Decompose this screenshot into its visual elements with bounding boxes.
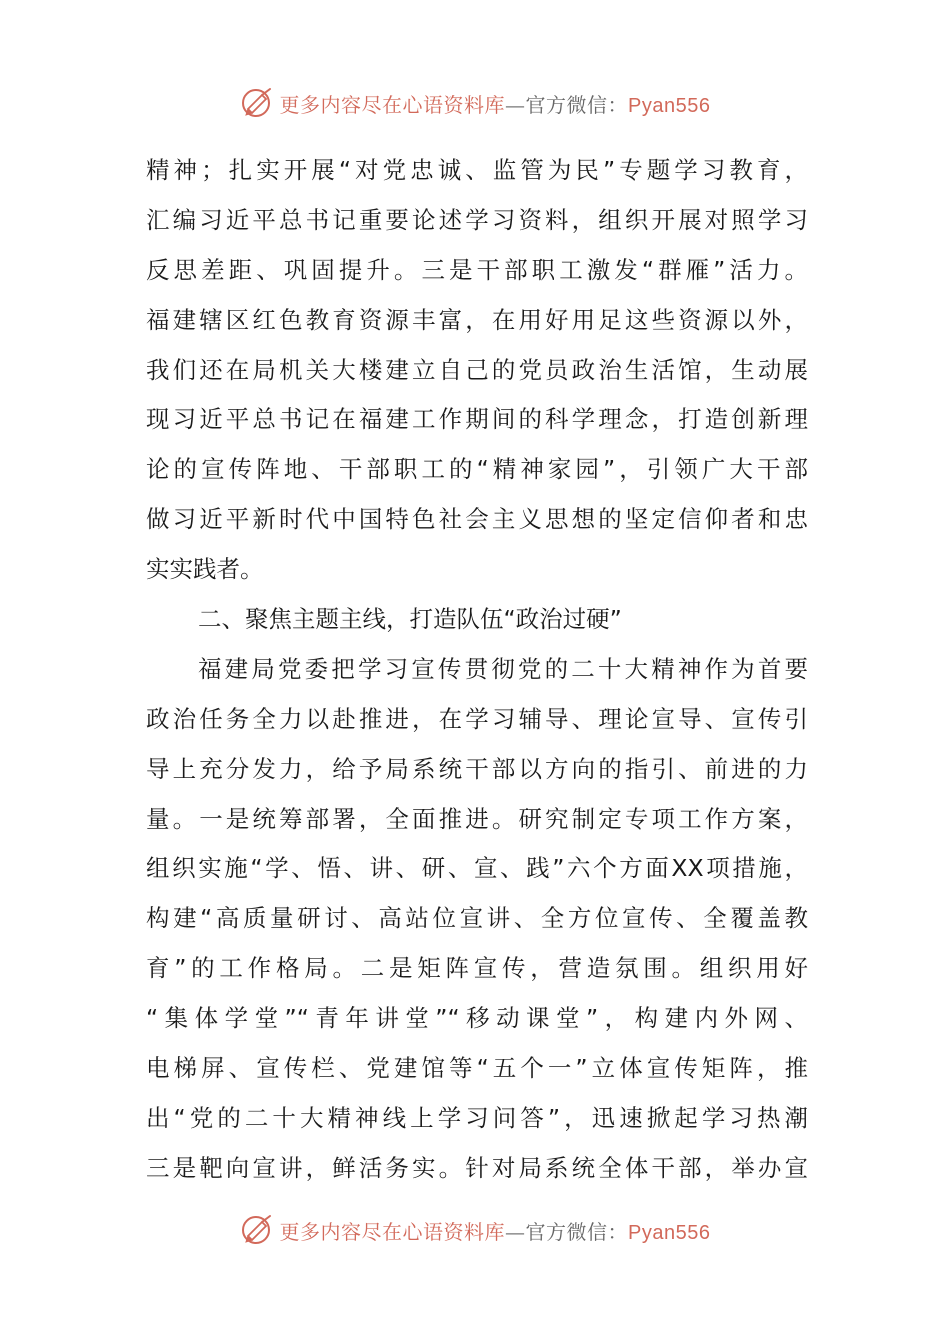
- body-line: 精神；扎实开展“对党忠诚、监管为民”专题学习教育，: [146, 156, 808, 184]
- body-line: 福建辖区红色教育资源丰富，在用好用足这些资源以外，: [146, 305, 808, 334]
- footer-banner: [0, 1208, 950, 1252]
- body-line: 实实践者。: [146, 555, 264, 584]
- banner-text: 更多内容尽在心语资料库—官方微信：Pyan556: [279, 1219, 711, 1244]
- section-heading: 二、聚焦主题主线，打造队伍“政治过硬”: [198, 605, 622, 634]
- body-line: 福建局党委把学习宣传贯彻党的二十大精神作为首要: [198, 654, 808, 683]
- document-body: [146, 146, 808, 1194]
- header-banner: [0, 81, 950, 125]
- body-line: 我们还在局机关大楼建立自己的党员政治生活馆，生动展: [146, 355, 808, 384]
- body-line: 汇编习近平总书记重要论述学习资料，组织开展对照学习: [146, 205, 808, 234]
- body-line: 反思差距、巩固提升。三是干部职工激发“群雁”活力。: [146, 255, 808, 284]
- body-line: “集体学堂”“青年讲堂”“移动课堂”，构建内外网、: [146, 1004, 808, 1033]
- body-line: 现习近平总书记在福建工作期间的科学理念，打造创新理: [146, 405, 808, 434]
- body-line: 量。一是统筹部署，全面推进。研究制定专项工作方案，: [146, 804, 808, 833]
- banner-text: 更多内容尽在心语资料库—官方微信：Pyan556: [279, 92, 711, 117]
- pen-logo-icon: [240, 85, 276, 121]
- body-line: 论的宣传阵地、干部职工的“精神家园”，引领广大干部: [146, 455, 808, 484]
- body-line: 育”的工作格局。二是矩阵宣传，营造氛围。组织用好: [146, 954, 808, 983]
- body-line: 组织实施“学、悟、讲、研、宣、践”六个方面XX项措施，: [146, 854, 808, 883]
- body-line: 构建“高质量研讨、高站位宣讲、全方位宣传、全覆盖教: [146, 904, 808, 933]
- body-line: 电梯屏、宣传栏、党建馆等“五个一”立体宣传矩阵，推: [146, 1054, 808, 1083]
- body-line: 政治任务全力以赴推进，在学习辅导、理论宣导、宣传引: [146, 704, 808, 733]
- body-line: 三是靶向宣讲，鲜活务实。针对局系统全体干部，举办宣: [146, 1153, 808, 1182]
- body-line: 做习近平新时代中国特色社会主义思想的坚定信仰者和忠: [146, 505, 808, 534]
- pen-logo-icon: [240, 1212, 276, 1248]
- body-line: 导上充分发力，给予局系统干部以方向的指引、前进的力: [146, 754, 808, 783]
- body-line: 出“党的二十大精神线上学习问答”，迅速掀起学习热潮: [146, 1103, 808, 1132]
